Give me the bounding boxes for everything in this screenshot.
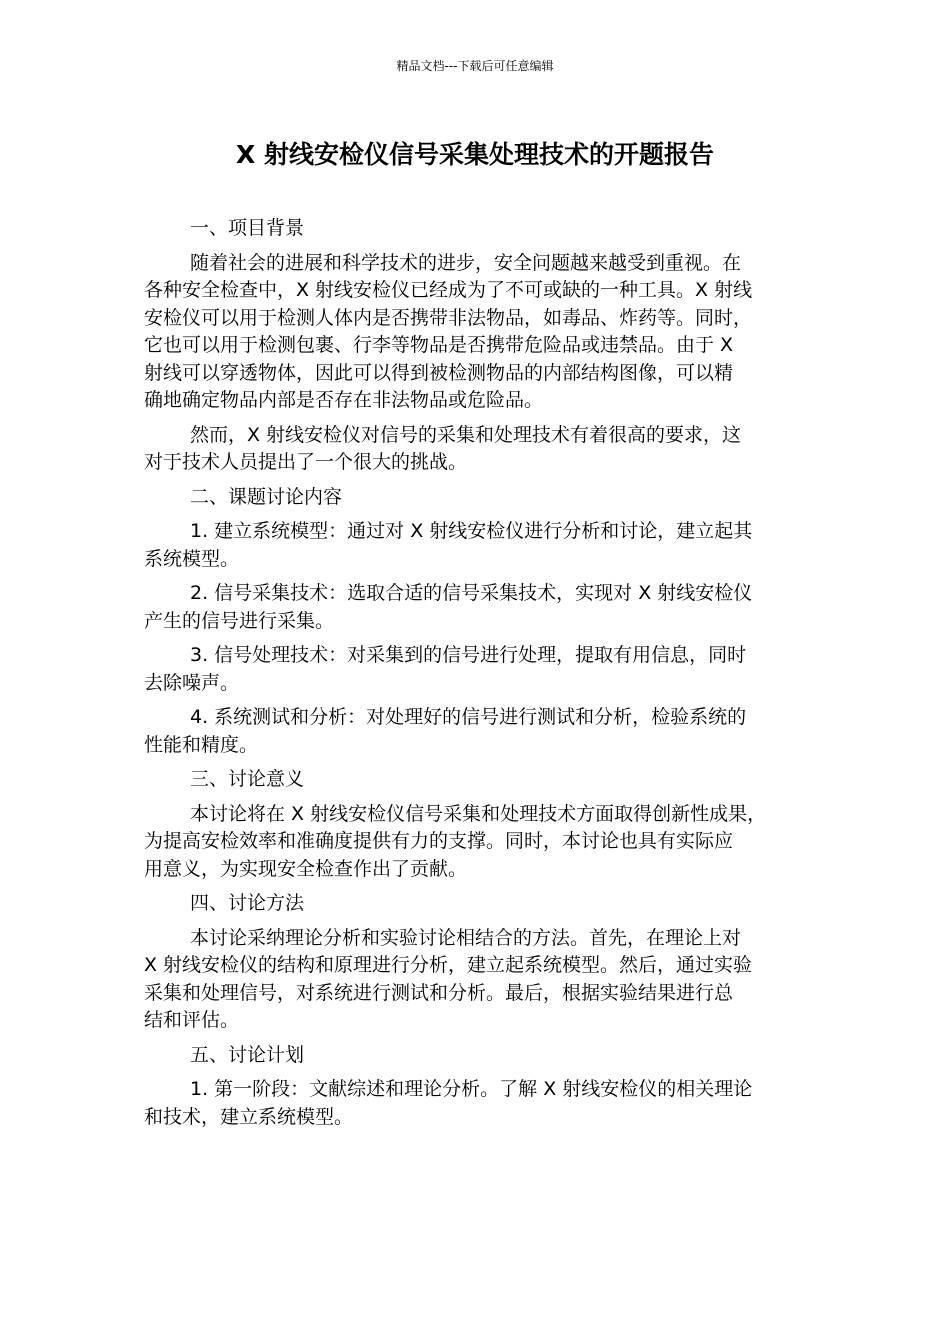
section-significance (144, 766, 810, 883)
section-heading: 五、讨论计划 (190, 1043, 305, 1066)
body-paragraph: 本讨论采纳理论分析和实验讨论相结合的方法。首先，在理论上对 X 射线安检仪的结构和原理进行分析，建立起系统模型。然后，通过实验 采集和处理信号，对系统进行测试和分析。最后，根据实验结果进行总 结和评估。 (144, 926, 753, 1031)
section-heading: 四、讨论方法 (190, 892, 305, 914)
section-heading: 三、讨论意义 (190, 768, 305, 790)
section-methods (144, 890, 810, 1035)
page-header-watermark: 精品文档---下载后可任意编辑 (396, 59, 554, 73)
body-paragraph: 然而，X 射线安检仪对信号的采集和处理技术有着很高的要求，这 对于技术人员提出了一个很大的挑战。 (144, 423, 742, 473)
list-item: 2. 信号采集技术：选取合适的信号采集技术，实现对 X 射线安检仪 产生的信号进行采集。 (144, 582, 753, 632)
list-item: 1. 第一阶段：文献综述和理论分析。了解 X 射线安检仪的相关理论 和技术，建立系统模型。 (144, 1078, 753, 1128)
body-paragraph: 随着社会的进展和科学技术的进步，安全问题越来越受到重视。在 各种安全检查中，X 射线安检仪已经成为了不可或缺的一种工具。X 射线 安检仪可以用于检测人体内是否携带非法物品，如毒品、炸药等。同时， 它也可以用于检测包裹、行李等物品是否携带危险品或违禁品。由于 X 射线可以穿透物体，因此可以得到被检测物品的内部结构图像，可以精 确地确定物品内部是否存在非法物品或危险品。 (144, 251, 753, 411)
list-item: 3. 信号处理技术：对采集到的信号进行处理，提取有用信息，同时 去除噪声。 (144, 644, 747, 694)
section-research-content (144, 484, 810, 760)
list-item: 1. 建立系统模型：通过对 X 射线安检仪进行分析和讨论，建立起其 系统模型。 (144, 520, 753, 570)
section-heading: 一、项目背景 (190, 217, 305, 239)
section-project-background (144, 215, 810, 477)
list-item: 4. 系统测试和分析：对处理好的信号进行测试和分析，检验系统的 性能和精度。 (144, 706, 747, 756)
section-heading: 二、课题讨论内容 (190, 485, 343, 508)
document-title: X 射线安检仪信号采集处理技术的开题报告 (236, 140, 714, 169)
body-paragraph: 本讨论将在 X 射线安检仪信号采集和处理技术方面取得创新性成果， 为提高安检效率和准确度提供有力的支撑。同时，本讨论也具有实际应 用意义，为实现安全检查作出了贡献。 (144, 802, 767, 880)
document-body (144, 215, 810, 1138)
section-plan (144, 1042, 810, 1132)
